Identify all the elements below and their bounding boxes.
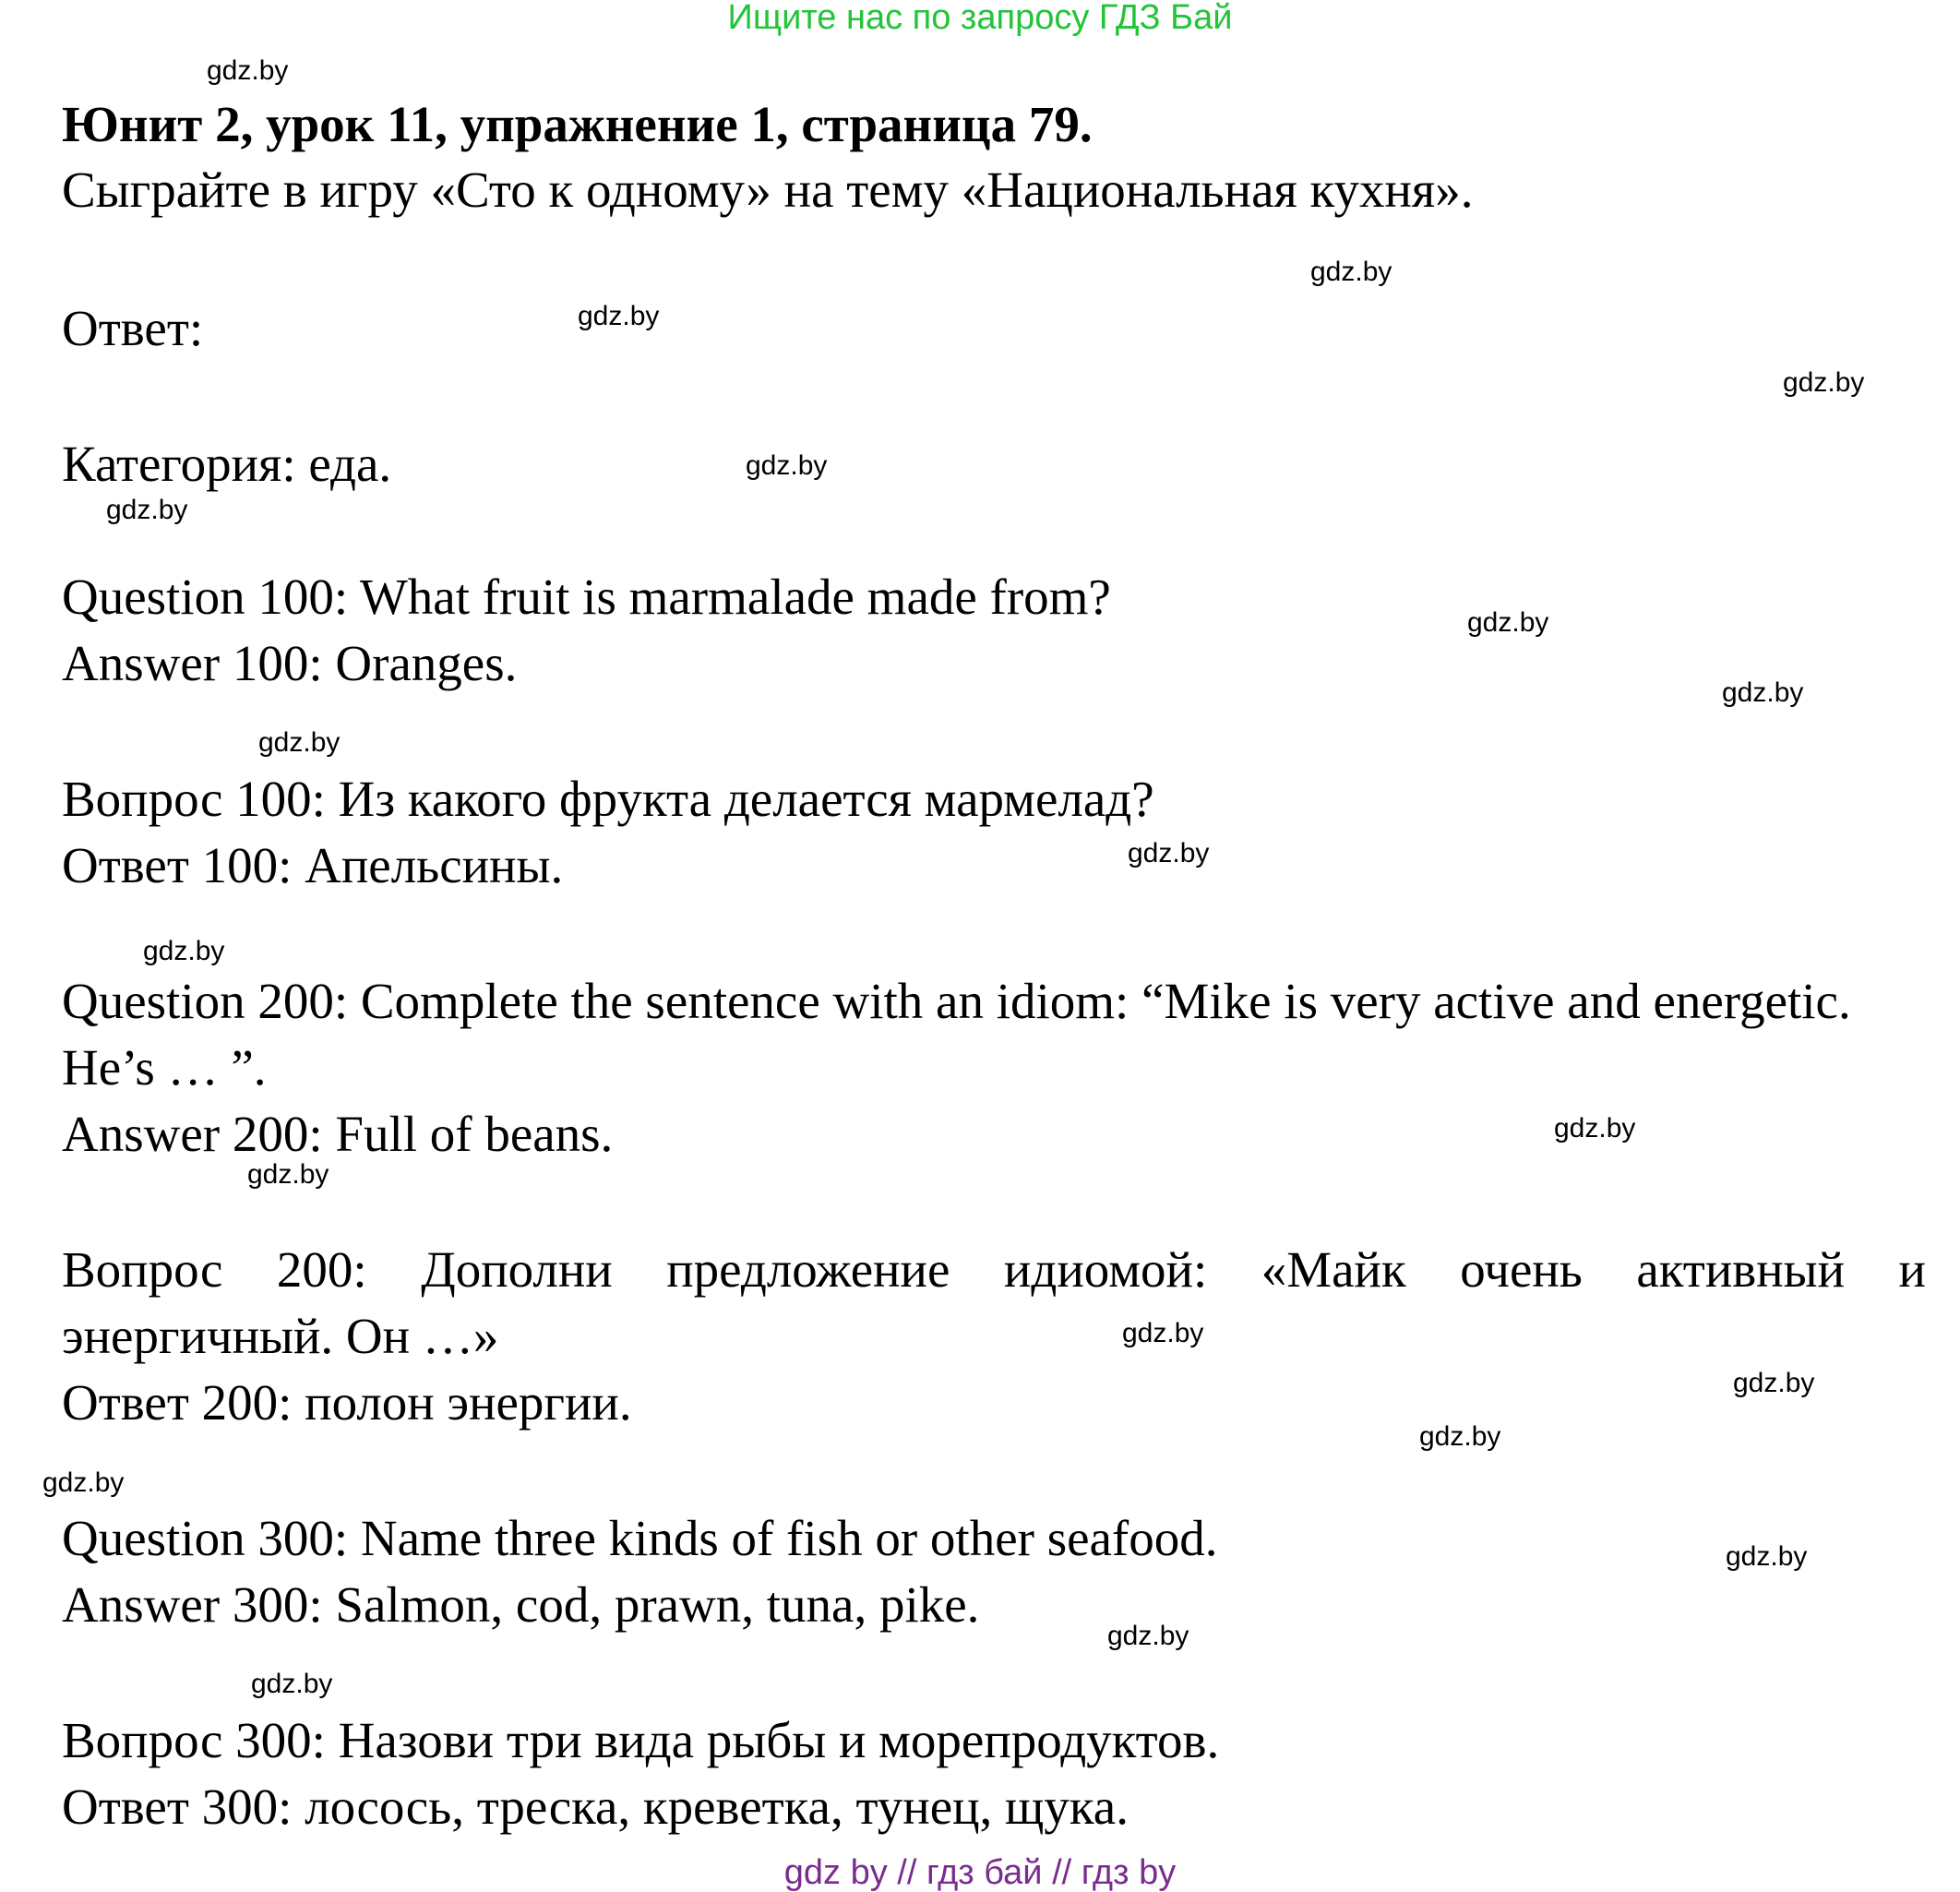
watermark: gdz.by — [1467, 607, 1549, 638]
watermark: gdz.by — [258, 727, 341, 758]
question-200-ru-line2: энергичный. Он …» — [62, 1308, 499, 1364]
watermark: gdz.by — [1726, 1541, 1808, 1572]
watermark: gdz.by — [1722, 677, 1804, 708]
question-300-ru: Вопрос 300: Назови три вида рыбы и морепродуктов. — [62, 1712, 1220, 1768]
answer-300-en: Answer 300: Salmon, cod, prawn, tuna, pike. — [62, 1576, 980, 1633]
answer-200-ru: Ответ 200: полон энергии. — [62, 1374, 632, 1431]
watermark: gdz.by — [1419, 1421, 1501, 1452]
watermark: gdz.by — [1783, 367, 1865, 398]
watermark: gdz.by — [143, 936, 225, 966]
question-100-ru: Вопрос 100: Из какого фрукта делается мармелад? — [62, 771, 1154, 827]
answer-300-ru: Ответ 300: лосось, треска, креветка, тунец, щука. — [62, 1778, 1129, 1835]
question-200-ru-line1: Вопрос 200: Дополни предложение идиомой: «Майк очень активный и — [62, 1241, 1926, 1298]
watermark: gdz.by — [1107, 1621, 1189, 1651]
answer-200-en: Answer 200: Full of beans. — [62, 1106, 614, 1162]
category-text: Категория: еда. — [62, 436, 392, 492]
answer-label: Ответ: — [62, 300, 204, 356]
watermark: gdz.by — [42, 1467, 125, 1498]
question-200-en-line1: Question 200: Complete the sentence with an idiom: “Mike is very active and energetic. — [62, 973, 1851, 1029]
watermark: gdz.by — [1128, 838, 1210, 868]
task-text: Сыграйте в игру «Сто к одному» на тему «Национальная кухня». — [62, 162, 1474, 218]
watermark: gdz.by — [1122, 1318, 1204, 1348]
watermark: gdz.by — [1554, 1113, 1636, 1144]
answer-100-en: Answer 100: Oranges. — [62, 635, 518, 691]
watermark: gdz.by — [207, 55, 289, 86]
question-300-en: Question 300: Name three kinds of fish or other seafood. — [62, 1510, 1218, 1566]
document-body — [62, 92, 1926, 1840]
watermark: gdz.by — [1733, 1368, 1815, 1398]
watermark: gdz.by — [578, 301, 660, 331]
question-100-en: Question 100: What fruit is marmalade made from? — [62, 569, 1111, 625]
watermark: gdz.by — [106, 495, 188, 525]
answer-100-ru: Ответ 100: Апельсины. — [62, 837, 564, 893]
watermark: gdz.by — [251, 1669, 333, 1699]
watermark: gdz.by — [1310, 257, 1392, 287]
watermark: gdz.by — [247, 1159, 329, 1190]
question-200-en-line2: He’s … ”. — [62, 1039, 267, 1096]
search-banner: Ищите нас по запросу ГДЗ Бай — [727, 0, 1233, 37]
page-title: Юнит 2, урок 11, упражнение 1, страница 79. — [62, 96, 1093, 152]
watermark: gdz.by — [746, 450, 828, 481]
footer-watermark: gdz by // гдз бай // гдз by — [783, 1853, 1177, 1892]
